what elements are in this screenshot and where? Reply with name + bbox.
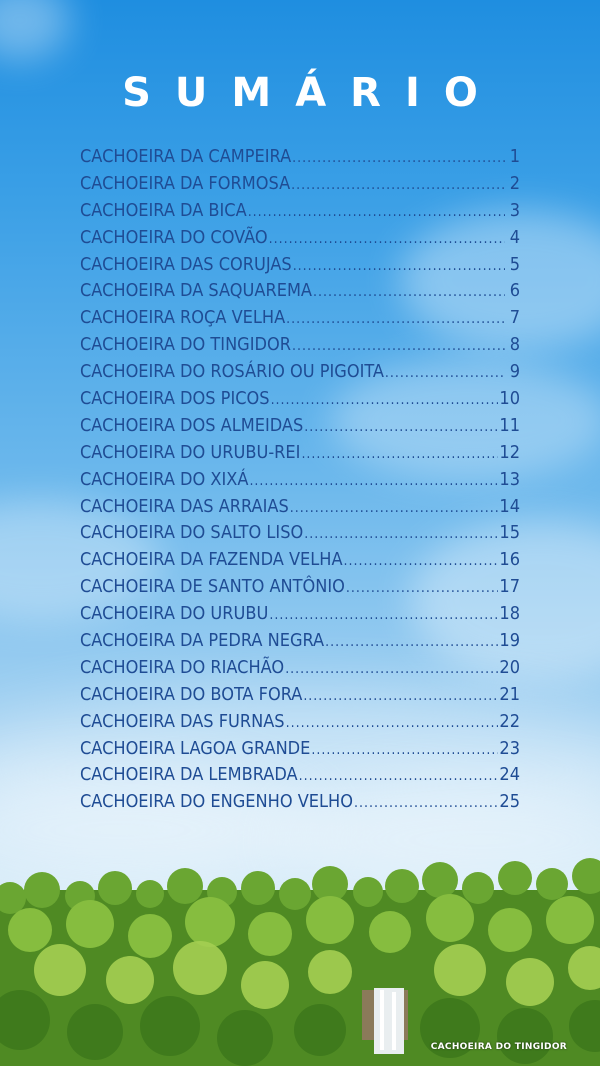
table-of-contents xyxy=(80,144,520,816)
toc-entry-page: 11 xyxy=(499,414,520,436)
toc-entry-label: CACHOEIRA DO XIXÁ xyxy=(80,468,249,490)
forest-illustration xyxy=(0,850,600,1066)
toc-entry-page: 13 xyxy=(499,468,520,490)
toc-entry-label: CACHOEIRA DAS FURNAS xyxy=(80,710,285,732)
toc-entry xyxy=(80,682,520,709)
toc-entry-page: 24 xyxy=(499,764,520,786)
toc-entry-page: 15 xyxy=(499,522,520,544)
toc-entry xyxy=(80,198,520,225)
toc-entry-label: CACHOEIRA DO COVÃO xyxy=(80,226,268,248)
toc-entry-label: CACHOEIRA DO URUBU-REI xyxy=(80,441,301,463)
toc-entry-page: 8 xyxy=(509,334,520,356)
dot-leader xyxy=(271,386,499,413)
toc-entry-page: 5 xyxy=(509,253,520,275)
toc-entry-label: CACHOEIRA DA FAZENDA VELHA xyxy=(80,549,343,571)
dot-leader xyxy=(290,494,499,521)
toc-entry xyxy=(80,386,520,413)
dot-leader xyxy=(291,171,505,198)
dot-leader xyxy=(304,520,498,547)
toc-entry-label: CACHOEIRA DO ENGENHO VELHO xyxy=(80,791,353,813)
toc-entry-label: CACHOEIRA DE SANTO ANTÔNIO xyxy=(80,576,345,598)
dot-leader xyxy=(286,305,505,332)
toc-entry xyxy=(80,520,520,547)
toc-entry xyxy=(80,278,520,305)
toc-entry-page: 2 xyxy=(509,172,520,194)
toc-entry-label: CACHOEIRA DO SALTO LISO xyxy=(80,522,304,544)
dot-leader xyxy=(385,359,505,386)
dot-leader xyxy=(285,655,498,682)
toc-entry-label: CACHOEIRA ROÇA VELHA xyxy=(80,307,286,329)
toc-entry-label: CACHOEIRA DA SAQUAREMA xyxy=(80,280,312,302)
dot-leader xyxy=(301,440,498,467)
toc-entry xyxy=(80,225,520,252)
toc-entry-label: CACHOEIRA DAS CORUJAS xyxy=(80,253,292,275)
toc-entry xyxy=(80,628,520,655)
toc-entry-page: 12 xyxy=(499,441,520,463)
photo-caption: CACHOEIRA DO TINGIDOR xyxy=(430,1042,567,1052)
dot-leader xyxy=(354,789,498,816)
toc-entry-page: 17 xyxy=(499,576,520,598)
toc-entry-label: CACHOEIRA DOS PICOS xyxy=(80,388,270,410)
toc-entry-label: CACHOEIRA DA FORMOSA xyxy=(80,172,291,194)
toc-entry xyxy=(80,709,520,736)
toc-entry xyxy=(80,655,520,682)
toc-entry-page: 4 xyxy=(509,226,520,248)
toc-entry xyxy=(80,789,520,816)
toc-entry-page: 22 xyxy=(499,710,520,732)
toc-entry xyxy=(80,762,520,789)
dot-leader xyxy=(293,252,505,279)
toc-entry-page: 9 xyxy=(509,361,520,383)
toc-entry-page: 10 xyxy=(499,388,520,410)
toc-entry-page: 25 xyxy=(499,791,520,813)
toc-entry xyxy=(80,601,520,628)
toc-entry-page: 16 xyxy=(499,549,520,571)
dot-leader xyxy=(286,709,499,736)
toc-entry-label: CACHOEIRA DA CAMPEIRA xyxy=(80,146,292,167)
toc-entry-page: 7 xyxy=(509,307,520,329)
dot-leader xyxy=(304,413,498,440)
dot-leader xyxy=(249,467,498,494)
toc-entry-label: CACHOEIRA DA LEMBRADA xyxy=(80,764,298,786)
dot-leader xyxy=(292,144,505,171)
page-title: SUMÁRIO xyxy=(122,70,502,116)
dot-leader xyxy=(292,332,505,359)
toc-entry-page: 1 xyxy=(509,146,520,167)
dot-leader xyxy=(344,547,499,574)
dot-leader xyxy=(269,601,498,628)
toc-entry xyxy=(80,494,520,521)
toc-entry xyxy=(80,467,520,494)
dot-leader xyxy=(299,762,499,789)
toc-entry-page: 3 xyxy=(509,199,520,221)
toc-entry-label: CACHOEIRA LAGOA GRANDE xyxy=(80,737,311,759)
dot-leader xyxy=(269,225,505,252)
dot-leader xyxy=(346,574,498,601)
dot-leader xyxy=(313,278,505,305)
toc-entry xyxy=(80,171,520,198)
toc-entry xyxy=(80,413,520,440)
toc-entry-page: 21 xyxy=(499,683,520,705)
toc-entry-label: CACHOEIRA DO URUBU xyxy=(80,603,269,625)
toc-entry-label: CACHOEIRA DOS ALMEIDAS xyxy=(80,414,304,436)
toc-entry-page: 20 xyxy=(499,656,520,678)
toc-entry-label: CACHOEIRA DO ROSÁRIO OU PIGOITA xyxy=(80,361,384,383)
toc-entry-page: 23 xyxy=(499,737,520,759)
dot-leader xyxy=(303,682,498,709)
toc-entry xyxy=(80,547,520,574)
toc-entry-page: 19 xyxy=(499,630,520,652)
toc-entry-label: CACHOEIRA DAS ARRAIAS xyxy=(80,495,289,517)
toc-entry xyxy=(80,332,520,359)
toc-entry xyxy=(80,736,520,763)
toc-entry-label: CACHOEIRA DA BICA xyxy=(80,199,247,221)
dot-leader xyxy=(325,628,498,655)
toc-entry-page: 6 xyxy=(509,280,520,302)
toc-entry-page: 14 xyxy=(499,495,520,517)
toc-entry-page: 18 xyxy=(499,603,520,625)
toc-entry xyxy=(80,305,520,332)
toc-entry-label: CACHOEIRA DO RIACHÃO xyxy=(80,656,285,678)
dot-leader xyxy=(311,736,498,763)
toc-entry xyxy=(80,440,520,467)
toc-entry-label: CACHOEIRA DA PEDRA NEGRA xyxy=(80,630,325,652)
toc-entry xyxy=(80,252,520,279)
toc-entry xyxy=(80,144,520,171)
toc-entry-label: CACHOEIRA DO BOTA FORA xyxy=(80,683,303,705)
dot-leader xyxy=(248,198,505,225)
toc-entry xyxy=(80,574,520,601)
toc-entry-label: CACHOEIRA DO TINGIDOR xyxy=(80,334,291,356)
toc-entry xyxy=(80,359,520,386)
